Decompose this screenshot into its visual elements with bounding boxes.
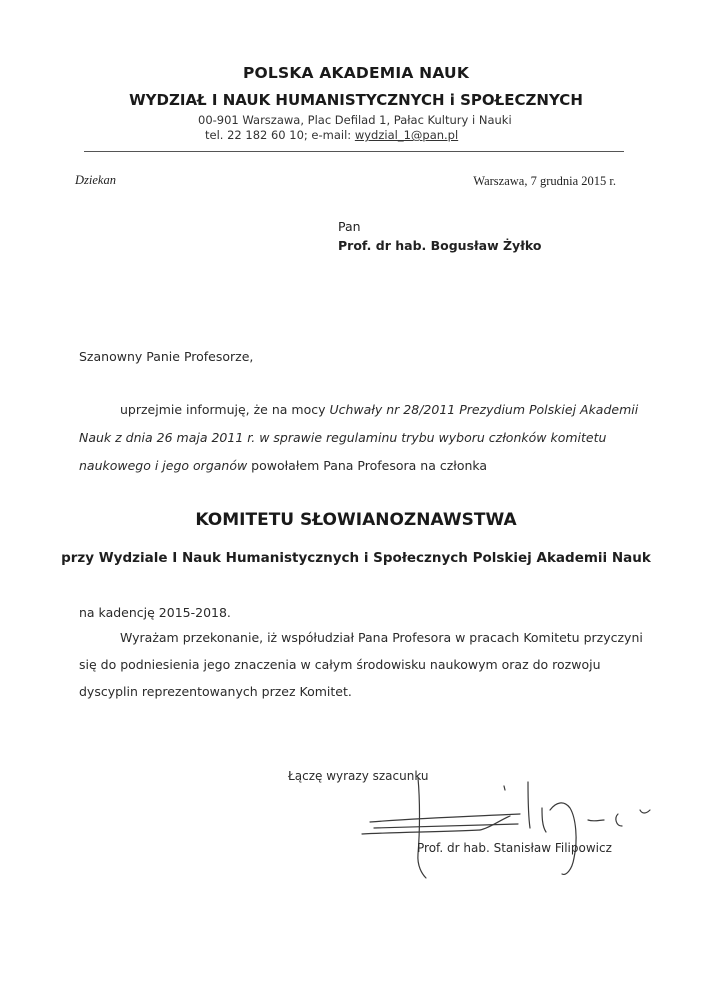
sender-role: Dziekan [75, 173, 116, 187]
paragraph2-line2: się do podniesienia jego znaczenia w całym środowisku naukowym oraz do rozwoju [79, 657, 601, 672]
committee-name: KOMITETU SŁOWIANOZNAWSTWA [195, 510, 517, 530]
contact-phone: tel. 22 182 60 10; e-mail: [205, 128, 355, 142]
paragraph1-line1-plain: uprzejmie informuję, że na mocy [120, 402, 330, 417]
salutation: Szanowny Panie Profesorze, [79, 349, 254, 364]
signatory-name: Prof. dr hab. Stanisław Filipowicz [417, 841, 612, 855]
place-date: Warszawa, 7 grudnia 2015 r. [473, 174, 616, 188]
recipient-title: Pan [338, 219, 361, 234]
term: na kadencję 2015-2018. [79, 605, 231, 620]
closing-phrase: Łączę wyrazy szacunku [288, 769, 429, 783]
email-link[interactable]: wydzial_1@pan.pl [354, 128, 459, 142]
contact-line [205, 128, 458, 142]
paragraph1-line3-italic: naukowego i jego organów [79, 458, 248, 473]
paragraph1-line1 [120, 402, 638, 417]
address-line: 00-901 Warszawa, Plac Defilad 1, Pałac Kultury i Nauki [198, 113, 512, 127]
paragraph2-line1: Wyrażam przekonanie, iż współudział Pana Profesora w pracach Komitetu przyczyni [120, 630, 643, 645]
paragraph1-line1-italic: Uchwały nr 28/2011 Prezydium Polskiej Akademii [329, 402, 639, 417]
recipient-name: Prof. dr hab. Bogusław Żyłko [338, 238, 542, 253]
paragraph1-line3 [79, 458, 487, 473]
paragraph1-line3-plain: powołałem Pana Profesora na członka [247, 458, 488, 473]
paragraph2-line3: dyscyplin reprezentowanych przez Komitet. [79, 684, 352, 699]
header-divider [84, 151, 624, 152]
faculty-name: WYDZIAŁ I NAUK HUMANISTYCZNYCH i SPOŁECZNYCH [129, 91, 583, 109]
handwritten-signature [360, 770, 700, 880]
committee-affiliation: przy Wydziale I Nauk Humanistycznych i Społecznych Polskiej Akademii Nauk [61, 550, 651, 566]
institution-name: POLSKA AKADEMIA NAUK [242, 64, 470, 82]
paragraph1-line2: Nauk z dnia 26 maja 2011 r. w sprawie regulaminu trybu wyboru członków komitetu [79, 430, 607, 445]
